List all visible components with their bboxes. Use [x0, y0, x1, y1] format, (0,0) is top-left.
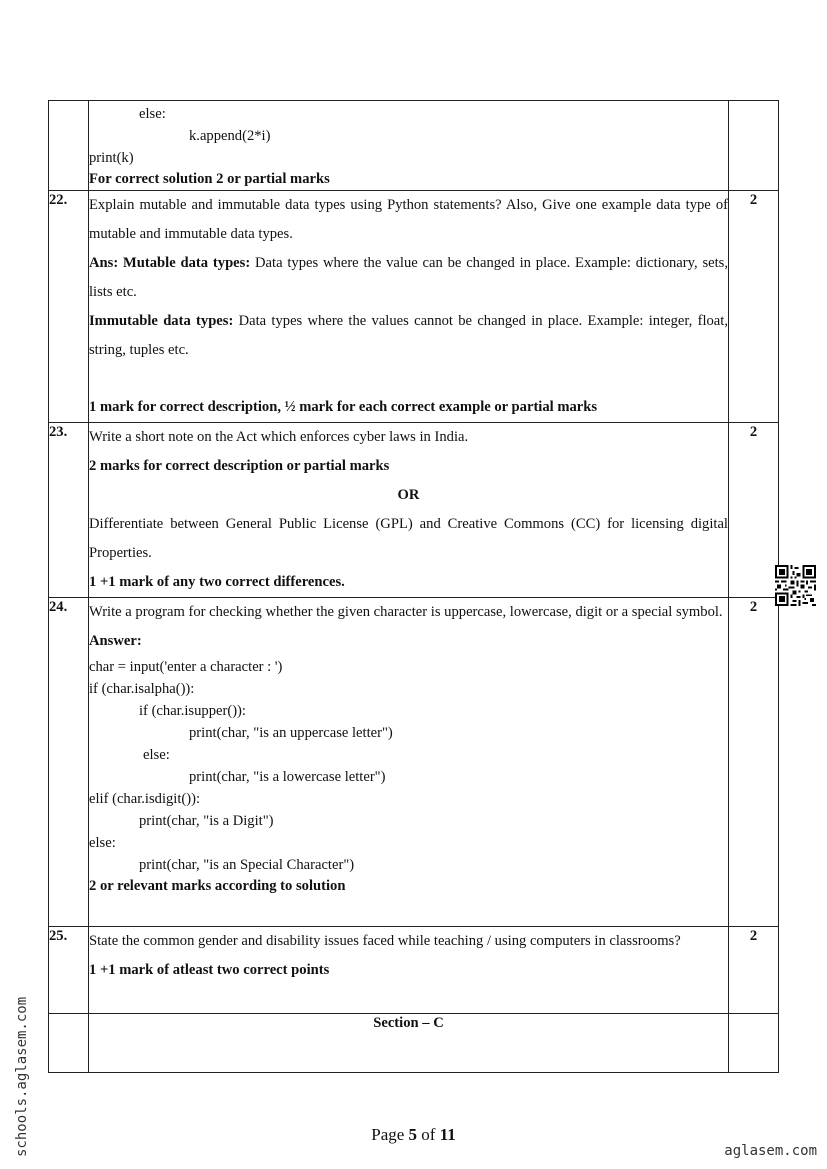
code-line: char = input('enter a character : ') — [89, 659, 283, 675]
marks-value: 2 — [729, 191, 779, 423]
answer-immutable — [89, 307, 728, 365]
marks-value: 2 — [729, 598, 779, 927]
question-number-cell — [49, 1014, 89, 1073]
marking-scheme: 1 +1 mark of atleast two correct points — [89, 962, 330, 978]
question-cell — [89, 927, 729, 1014]
question-cell — [89, 598, 729, 927]
code-line: elif (char.isdigit()): — [89, 791, 201, 807]
marking-scheme-alt: 1 +1 mark of any two correct differences. — [89, 574, 345, 590]
marks-value: 2 — [729, 423, 779, 598]
page-of: of — [417, 1125, 440, 1144]
answer-text: Data types where the values cannot be changed in place. Example: integer, float, string, tuples etc. — [89, 313, 728, 358]
question-number: 24. — [49, 598, 89, 927]
qr-code-icon — [775, 565, 816, 606]
or-separator: OR — [397, 487, 420, 503]
page-prefix: Page — [371, 1125, 409, 1144]
question-row-22 — [49, 191, 779, 423]
answer-text: Data types where the value can be changed in place. Example: dictionary, sets, lists etc. — [89, 255, 728, 300]
code-line: if (char.isalpha()): — [89, 681, 195, 697]
section-title: Section – C — [89, 1014, 729, 1073]
code-block — [89, 656, 728, 876]
answer-key-table — [48, 100, 779, 1073]
code-line: print(char, "is a lowercase letter") — [189, 769, 386, 785]
page-number — [0, 1125, 827, 1145]
marks-value: 2 — [729, 927, 779, 1014]
question-number-cell — [49, 101, 89, 191]
page-total: 11 — [439, 1125, 456, 1144]
code-line: if (char.isupper()): — [139, 703, 246, 719]
marking-scheme: 1 mark for correct description, ½ mark for each correct example or partial marks — [89, 399, 598, 415]
code-line: print(char, "is an Special Character") — [139, 857, 355, 873]
code-line: print(char, "is a Digit") — [139, 813, 274, 829]
question-number: 23. — [49, 423, 89, 598]
section-row — [49, 1014, 779, 1073]
code-line: k.append(2*i) — [189, 128, 271, 144]
code-line: print(k) — [89, 150, 134, 166]
answer-mutable — [89, 249, 728, 307]
question-text: Explain mutable and immutable data types using Python statements? Also, Give one example data type of mutable and immutable data types. — [89, 197, 728, 242]
marks-cell — [729, 101, 779, 191]
watermark-left: schools.aglasem.com — [14, 996, 30, 1157]
marking-scheme: 2 marks for correct description or partial marks — [89, 458, 390, 474]
question-number: 22. — [49, 191, 89, 423]
question-cell — [89, 101, 729, 191]
question-row-23 — [49, 423, 779, 598]
marking-scheme: 2 or relevant marks according to solution — [89, 878, 346, 894]
answer-label: Answer: — [89, 633, 142, 649]
continued-row — [49, 101, 779, 191]
code-block — [89, 103, 728, 169]
question-number: 25. — [49, 927, 89, 1014]
question-row-24 — [49, 598, 779, 927]
question-text: Write a short note on the Act which enforces cyber laws in India. — [89, 429, 469, 445]
answer-label: Ans: Mutable data types: — [89, 255, 251, 271]
marking-scheme: For correct solution 2 or partial marks — [89, 171, 330, 187]
page-current: 5 — [408, 1125, 418, 1144]
question-cell — [89, 191, 729, 423]
answer-label: Immutable data types: — [89, 313, 234, 329]
question-cell — [89, 423, 729, 598]
watermark-right: aglasem.com — [724, 1143, 817, 1159]
marks-cell — [729, 1014, 779, 1073]
code-line: else: — [143, 747, 170, 763]
question-row-25 — [49, 927, 779, 1014]
code-line: else: — [139, 106, 166, 122]
question-text: Write a program for checking whether the given character is uppercase, lowercase, digit or a special symbol. — [89, 604, 723, 620]
question-text-alt: Differentiate between General Public License (GPL) and Creative Commons (CC) for licensing digital Properties. — [89, 516, 728, 561]
code-line: else: — [89, 835, 116, 851]
code-line: print(char, "is an uppercase letter") — [189, 725, 393, 741]
question-text: State the common gender and disability issues faced while teaching / using computers in classrooms? — [89, 933, 681, 949]
